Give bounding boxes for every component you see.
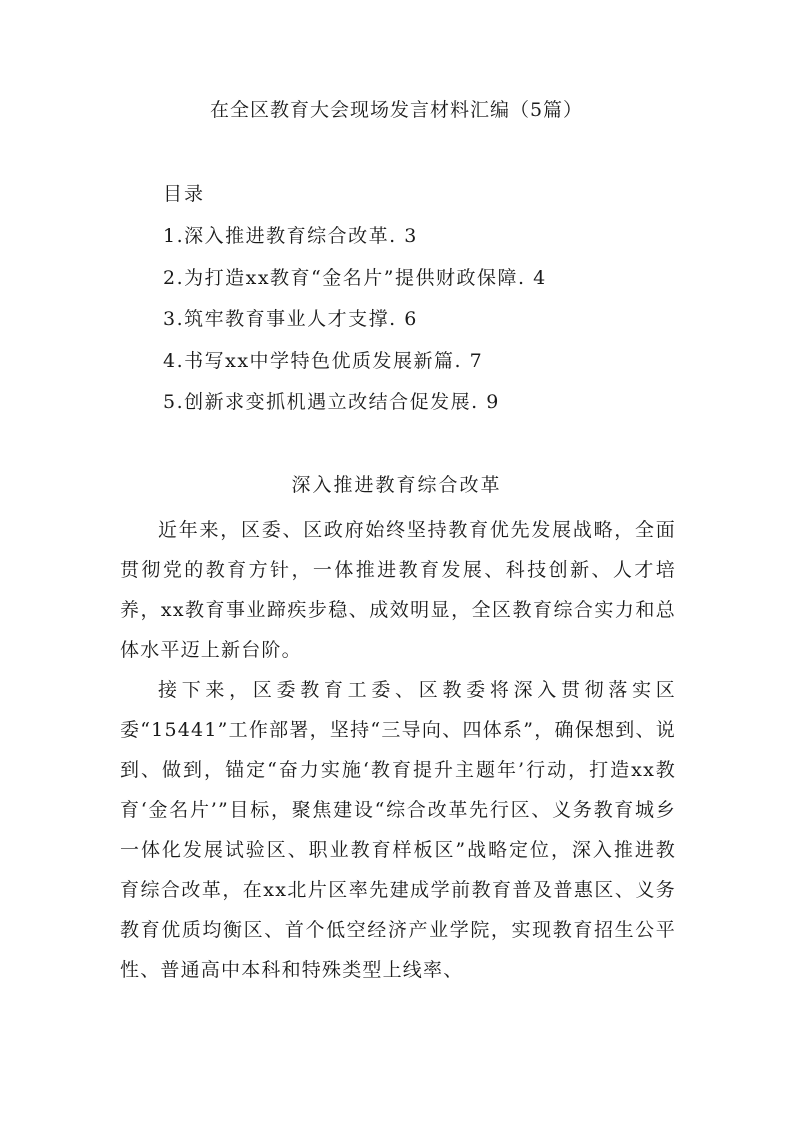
body-paragraph: 接下来，区委教育工委、区教委将深入贯彻落实区委“15441”工作部署，坚持“三导向、四体系”，确保想到、说到、做到，锚定“奋力实施‘教育提升主题年’行动，打造xx教育‘金名片’”目标，聚焦建设“综合改革先行区、义务教育城乡一体化发展试验区、职业教育样板区”战略定位，深入推进教育综合改革，在xx北片区率先建成学前教育普及普惠区、义务教育优质均衡区、首个低空经济产业学院，实现教育招生公平性、普通高中本科和特殊类型上线率、	[120, 679, 676, 981]
toc-item[interactable]: 4.书写xx中学特色优质发展新篇. 7	[163, 349, 484, 372]
document-title: 在全区教育大会现场发言材料汇编（5篇）	[209, 99, 584, 121]
toc-item[interactable]: 3.筑牢教育事业人才支撑. 6	[163, 308, 418, 330]
table-of-contents	[163, 222, 547, 430]
toc-heading: 目录	[163, 183, 206, 205]
section-body	[120, 510, 676, 990]
toc-item[interactable]: 2.为打造xx教育“金名片”提供财政保障. 4	[163, 266, 547, 289]
section-title: 深入推进教育综合改革	[291, 474, 502, 496]
body-paragraph: 近年来，区委、区政府始终坚持教育优先发展战略，全面贯彻党的教育方针，一体推进教育发展、科技创新、人才培养，xx教育事业蹄疾步稳、成效明显，全区教育综合实力和总体水平迈上新台阶。	[120, 519, 676, 661]
toc-item[interactable]: 5.创新求变抓机遇立改结合促发展. 9	[163, 391, 500, 413]
toc-item[interactable]: 1.深入推进教育综合改革. 3	[163, 225, 418, 247]
